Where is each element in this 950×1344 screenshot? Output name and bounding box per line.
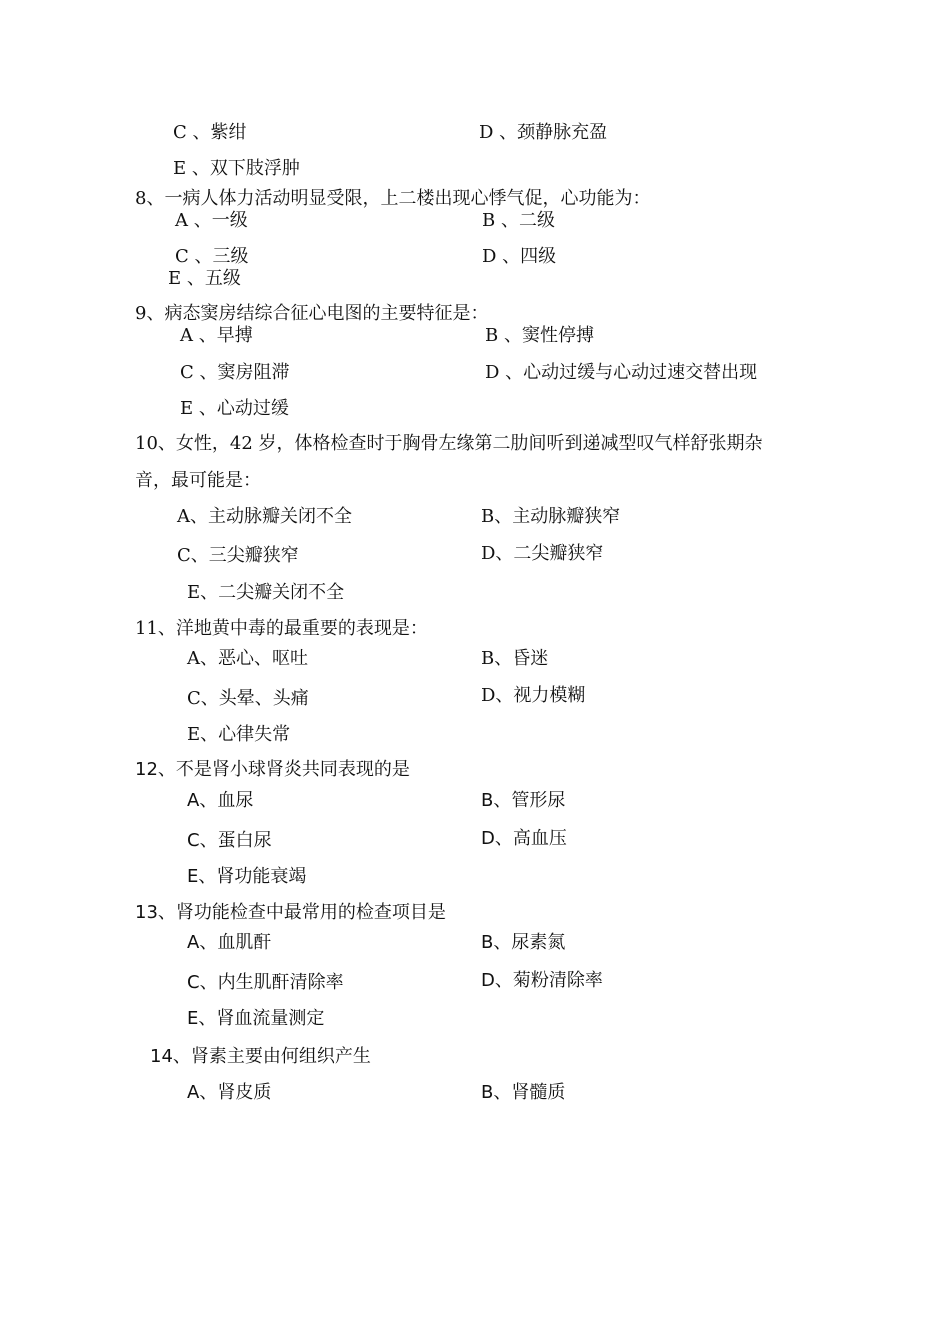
q8-option-d: D 、四级 xyxy=(482,246,557,267)
q10-stem-line1: 10、女性，42 岁，体格检查时于胸骨左缘第二肋间听到递减型叹气样舒张期杂 xyxy=(135,433,763,454)
q8-option-c: C 、三级 xyxy=(175,246,249,267)
q14-stem: 14、肾素主要由何组织产生 xyxy=(150,1046,371,1067)
q11-option-c: C、头晕、头痛 xyxy=(187,688,309,709)
q10-option-a: A、主动脉瓣关闭不全 xyxy=(177,506,352,527)
q9-option-b: B 、窦性停搏 xyxy=(485,325,594,346)
q9-option-c: C 、窦房阻滞 xyxy=(180,362,290,383)
q7-option-c: C 、紫绀 xyxy=(173,122,247,143)
q14-option-a: A、肾皮质 xyxy=(187,1082,272,1103)
q12-stem: 12、不是肾小球肾炎共同表现的是 xyxy=(135,759,410,780)
q9-option-d: D 、心动过缓与心动过速交替出现 xyxy=(485,362,758,383)
q8-option-e: E 、五级 xyxy=(168,268,241,289)
q10-option-d: D、二尖瓣狭窄 xyxy=(481,543,604,564)
q7-option-d: D 、颈静脉充盈 xyxy=(479,122,608,143)
q11-option-d: D、视力模糊 xyxy=(481,685,586,706)
q12-option-c: C、蛋白尿 xyxy=(187,830,272,851)
q11-option-e: E、心律失常 xyxy=(187,724,291,745)
q12-option-a: A、血尿 xyxy=(187,790,254,811)
q9-option-e: E 、心动过缓 xyxy=(180,398,289,419)
q11-option-a: A、恶心、呕吐 xyxy=(187,648,308,669)
q13-option-e: E、肾血流量测定 xyxy=(187,1008,325,1029)
q9-stem: 9、病态窦房结综合征心电图的主要特征是： xyxy=(135,303,489,324)
q11-option-b: B、昏迷 xyxy=(481,648,549,669)
q13-option-c: C、内生肌酐清除率 xyxy=(187,972,344,993)
q10-option-c: C、三尖瓣狭窄 xyxy=(177,545,299,566)
q13-stem: 13、肾功能检查中最常用的检查项目是 xyxy=(135,902,446,923)
q8-stem: 8、一病人体力活动明显受限，上二楼出现心悸气促，心功能为： xyxy=(135,188,651,209)
q13-option-a: A、血肌酐 xyxy=(187,932,272,953)
q11-stem: 11、洋地黄中毒的最重要的表现是： xyxy=(135,618,428,639)
q9-option-a: A 、早搏 xyxy=(180,325,253,346)
q8-option-a: A 、一级 xyxy=(175,210,248,231)
q8-option-b: B 、二级 xyxy=(482,210,555,231)
q10-option-b: B、主动脉瓣狭窄 xyxy=(481,506,621,527)
q12-option-b: B、管形尿 xyxy=(481,790,566,811)
q10-option-e: E、二尖瓣关闭不全 xyxy=(187,582,345,603)
q14-option-b: B、肾髓质 xyxy=(481,1082,566,1103)
q10-stem-line2: 音，最可能是： xyxy=(135,470,261,491)
q12-option-d: D、高血压 xyxy=(481,828,567,849)
q13-option-b: B、尿素氮 xyxy=(481,932,566,953)
q13-option-d: D、菊粉清除率 xyxy=(481,970,603,991)
q7-option-e: E 、双下肢浮肿 xyxy=(173,158,300,179)
q12-option-e: E、肾功能衰竭 xyxy=(187,866,307,887)
